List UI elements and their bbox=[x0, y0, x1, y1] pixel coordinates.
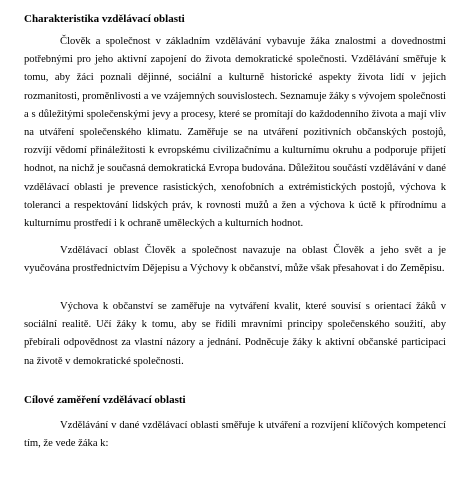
paragraph-goals-intro: Vzdělávání v dané vzdělávací oblasti směřuje k utváření a rozvíjení klíčových kompetencí tím, že vede žáka k: bbox=[24, 420, 446, 450]
paragraph-civics: Výchova k občanství se zaměřuje na vytváření kvalit, které souvisí s orientací žáků v sociální realitě. Učí žáky k tomu, aby se řídili mravními principy společenského soužití, aby přebírali odpovědnost za vlastní názory a jednání. Podněcuje žáky k aktivní občanské participaci na životě v demokratické společnosti. bbox=[24, 301, 446, 367]
section-heading-characteristics: Charakteristika vzdělávací oblasti bbox=[24, 13, 185, 25]
paragraph-subjects: Vzdělávací oblast Člověk a společnost navazuje na oblast Člověk a jeho svět a je vyučována prostřednictvím Dějepisu a Výchovy k občanství, může však přesahovat i do Zeměpisu. bbox=[24, 245, 446, 275]
paragraph-characteristics: Člověk a společnost v základním vzdělávání vybavuje žáka znalostmi a dovednostmi potřebnými pro jeho aktivní zapojení do života demokratické společnosti. Vzdělávání směřuje k tomu, aby žáci poznali dějinné, sociální a kulturně historické aspekty života lidí v jejich rozmanitosti, proměnlivosti a ve vzájemných souvislostech. Seznamuje žáky s vývojem společnosti a s důležitými společenskými jevy a procesy, které se promítají do každodenního života a mají vliv na utváření společenského klimatu. Zaměřuje se na utváření pozitivních občanských postojů, rozvíjí vědomí přináležitosti k evropskému civilizačnímu a kulturnímu okruhu a podporuje přijetí hodnot, na nichž je současná demokratická Evropa budována. Důležitou součástí vzdělávání v dané vzdělávací oblasti je prevence rasistických, xenofobních a extrémistických postojů, výchova k toleranci a respektování lidských práv, k rovnosti mužů a žen a výchova k úctě k přírodnímu a kulturnímu prostředí i k ochraně uměleckých a kulturních hodnot. bbox=[24, 36, 446, 230]
section-heading-goals: Cílové zaměření vzdělávací oblasti bbox=[24, 394, 186, 406]
